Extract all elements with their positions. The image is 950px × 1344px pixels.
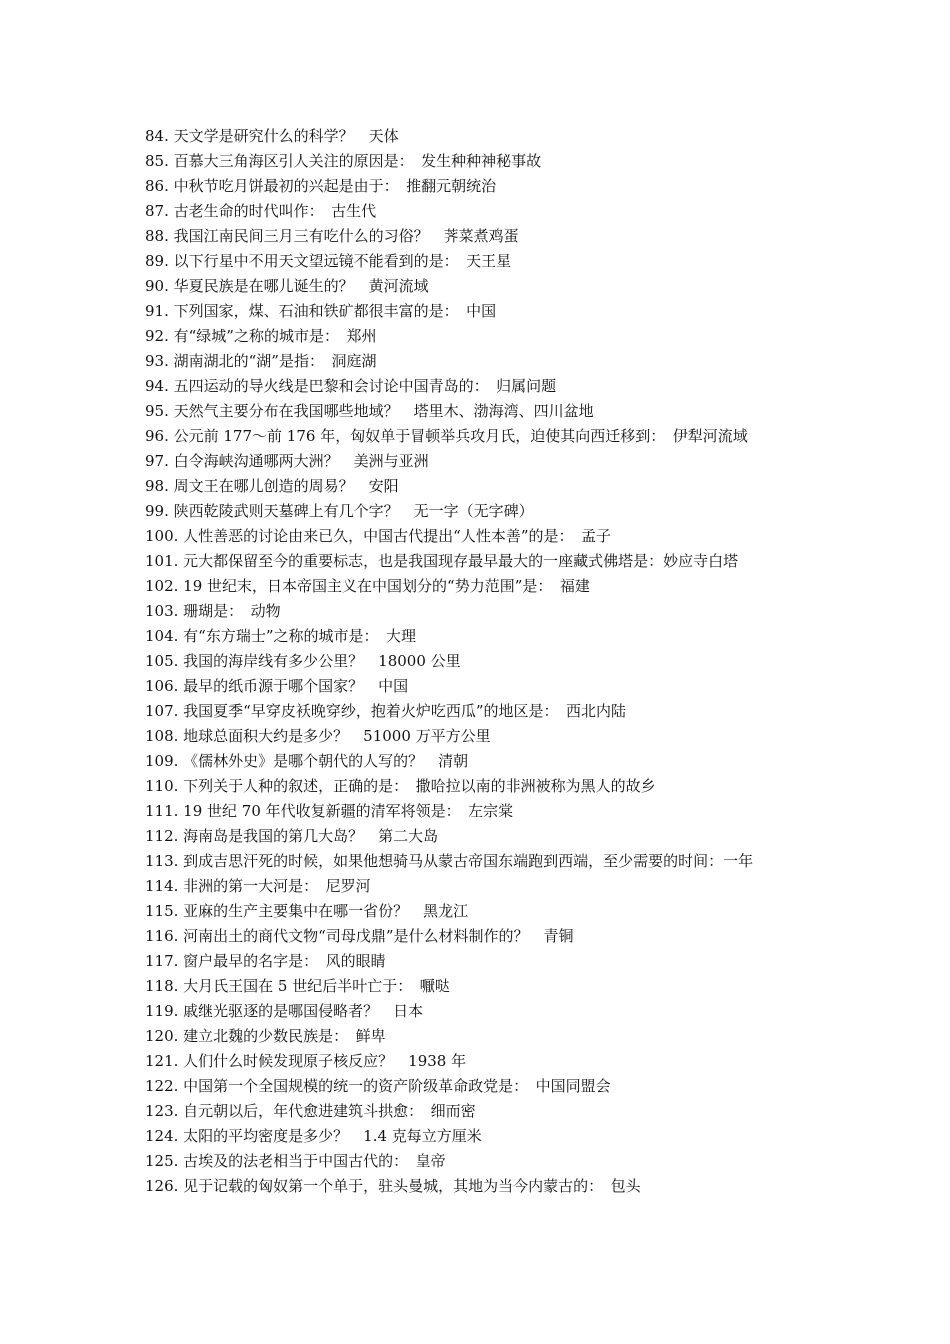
- list-item: 90. 华夏民族是在哪儿诞生的？ 黄河流域: [145, 277, 429, 295]
- list-item: 107. 我国夏季“早穿皮袄晚穿纱，抱着火炉吃西瓜”的地区是： 西北内陆: [145, 702, 627, 720]
- list-item: 102. 19 世纪末，日本帝国主义在中国划分的“势力范围”是： 福建: [145, 577, 590, 595]
- list-item: 85. 百慕大三角海区引人关注的原因是： 发生种种神秘事故: [145, 152, 542, 170]
- list-item: 92. 有“绿城”之称的城市是： 郑州: [145, 327, 377, 345]
- list-item: 106. 最早的纸币源于哪个国家？ 中国: [145, 677, 409, 695]
- list-item: 89. 以下行星中不用天文望远镜不能看到的是： 天王星: [145, 252, 512, 270]
- list-item: 110. 下列关于人种的叙述，正确的是： 撒哈拉以南的非洲被称为黑人的故乡: [145, 777, 656, 795]
- list-item: 104. 有“东方瑞士”之称的城市是： 大理: [145, 627, 417, 645]
- list-item: 88. 我国江南民间三月三有吃什么的习俗？ 荠菜煮鸡蛋: [145, 227, 519, 245]
- list-item: 124. 太阳的平均密度是多少？ 1.4 克每立方厘米: [145, 1127, 482, 1145]
- list-item: 116. 河南出土的商代文物“司母戊鼎”是什么材料制作的？ 青铜: [145, 927, 574, 945]
- list-item: 111. 19 世纪 70 年代收复新疆的清军将领是： 左宗棠: [145, 802, 514, 820]
- list-item: 108. 地球总面积大约是多少？ 51000 万平方公里: [145, 727, 491, 745]
- list-item: 122. 中国第一个全国规模的统一的资产阶级革命政党是： 中国同盟会: [145, 1077, 611, 1095]
- list-item: 99. 陕西乾陵武则天墓碑上有几个字？ 无一字（无字碑）: [145, 502, 534, 520]
- list-item: 98. 周文王在哪儿创造的周易？ 安阳: [145, 477, 399, 495]
- list-item: 94. 五四运动的导火线是巴黎和会讨论中国青岛的： 归属问题: [145, 377, 557, 395]
- list-item: 91. 下列国家，煤、石油和铁矿都很丰富的是： 中国: [145, 302, 497, 320]
- list-item: 105. 我国的海岸线有多少公里？ 18000 公里: [145, 652, 461, 670]
- list-item: 113. 到成吉思汗死的时候，如果他想骑马从蒙古帝国东端跑到西端，至少需要的时间：一年: [145, 852, 754, 870]
- list-item: 119. 戚继光驱逐的是哪国侵略者？ 日本: [145, 1002, 424, 1020]
- list-item: 103. 珊瑚是： 动物: [145, 602, 281, 620]
- list-item: 121. 人们什么时候发现原子核反应？ 1938 年: [145, 1052, 467, 1070]
- list-item: 100. 人性善恶的讨论由来已久，中国古代提出“人性本善”的是： 孟子: [145, 527, 612, 545]
- list-item: 123. 自元朝以后，年代愈进建筑斗拱愈： 细而密: [145, 1102, 476, 1120]
- list-item: 87. 古老生命的时代叫作： 古生代: [145, 202, 377, 220]
- list-item: 120. 建立北魏的少数民族是： 鲜卑: [145, 1027, 386, 1045]
- list-item: 115. 亚麻的生产主要集中在哪一省份？ 黑龙江: [145, 902, 469, 920]
- list-item: 112. 海南岛是我国的第几大岛？ 第二大岛: [145, 827, 439, 845]
- list-item: 114. 非洲的第一大河是： 尼罗河: [145, 877, 371, 895]
- list-item: 96. 公元前 177～前 176 年，匈奴单于冒顿举兵攻月氏，迫使其向西迁移到： 伊犁河流域: [145, 427, 748, 445]
- list-item: 126. 见于记载的匈奴第一个单于，驻头曼城，其地为当今内蒙古的： 包头: [145, 1177, 641, 1195]
- list-item: 101. 元大都保留至今的重要标志，也是我国现存最早最大的一座藏式佛塔是：妙应寺白塔: [145, 552, 739, 570]
- list-item: 118. 大月氏王国在 5 世纪后半叶亡于： 嚈哒: [145, 977, 450, 995]
- list-item: 93. 湖南湖北的“湖”是指： 洞庭湖: [145, 352, 377, 370]
- list-item: 95. 天然气主要分布在我国哪些地域？ 塔里木、渤海湾、四川盆地: [145, 402, 594, 420]
- list-item: 125. 古埃及的法老相当于中国古代的： 皇帝: [145, 1152, 446, 1170]
- list-item: 97. 白令海峡沟通哪两大洲？ 美洲与亚洲: [145, 452, 429, 470]
- question-list: [145, 124, 810, 1199]
- list-item: 84. 天文学是研究什么的科学？ 天体: [145, 127, 399, 145]
- list-item: 109. 《儒林外史》是哪个朝代的人写的？ 清朝: [145, 752, 469, 770]
- list-item: 117. 窗户最早的名字是： 风的眼睛: [145, 952, 386, 970]
- list-item: 86. 中秋节吃月饼最初的兴起是由于： 推翻元朝统治: [145, 177, 497, 195]
